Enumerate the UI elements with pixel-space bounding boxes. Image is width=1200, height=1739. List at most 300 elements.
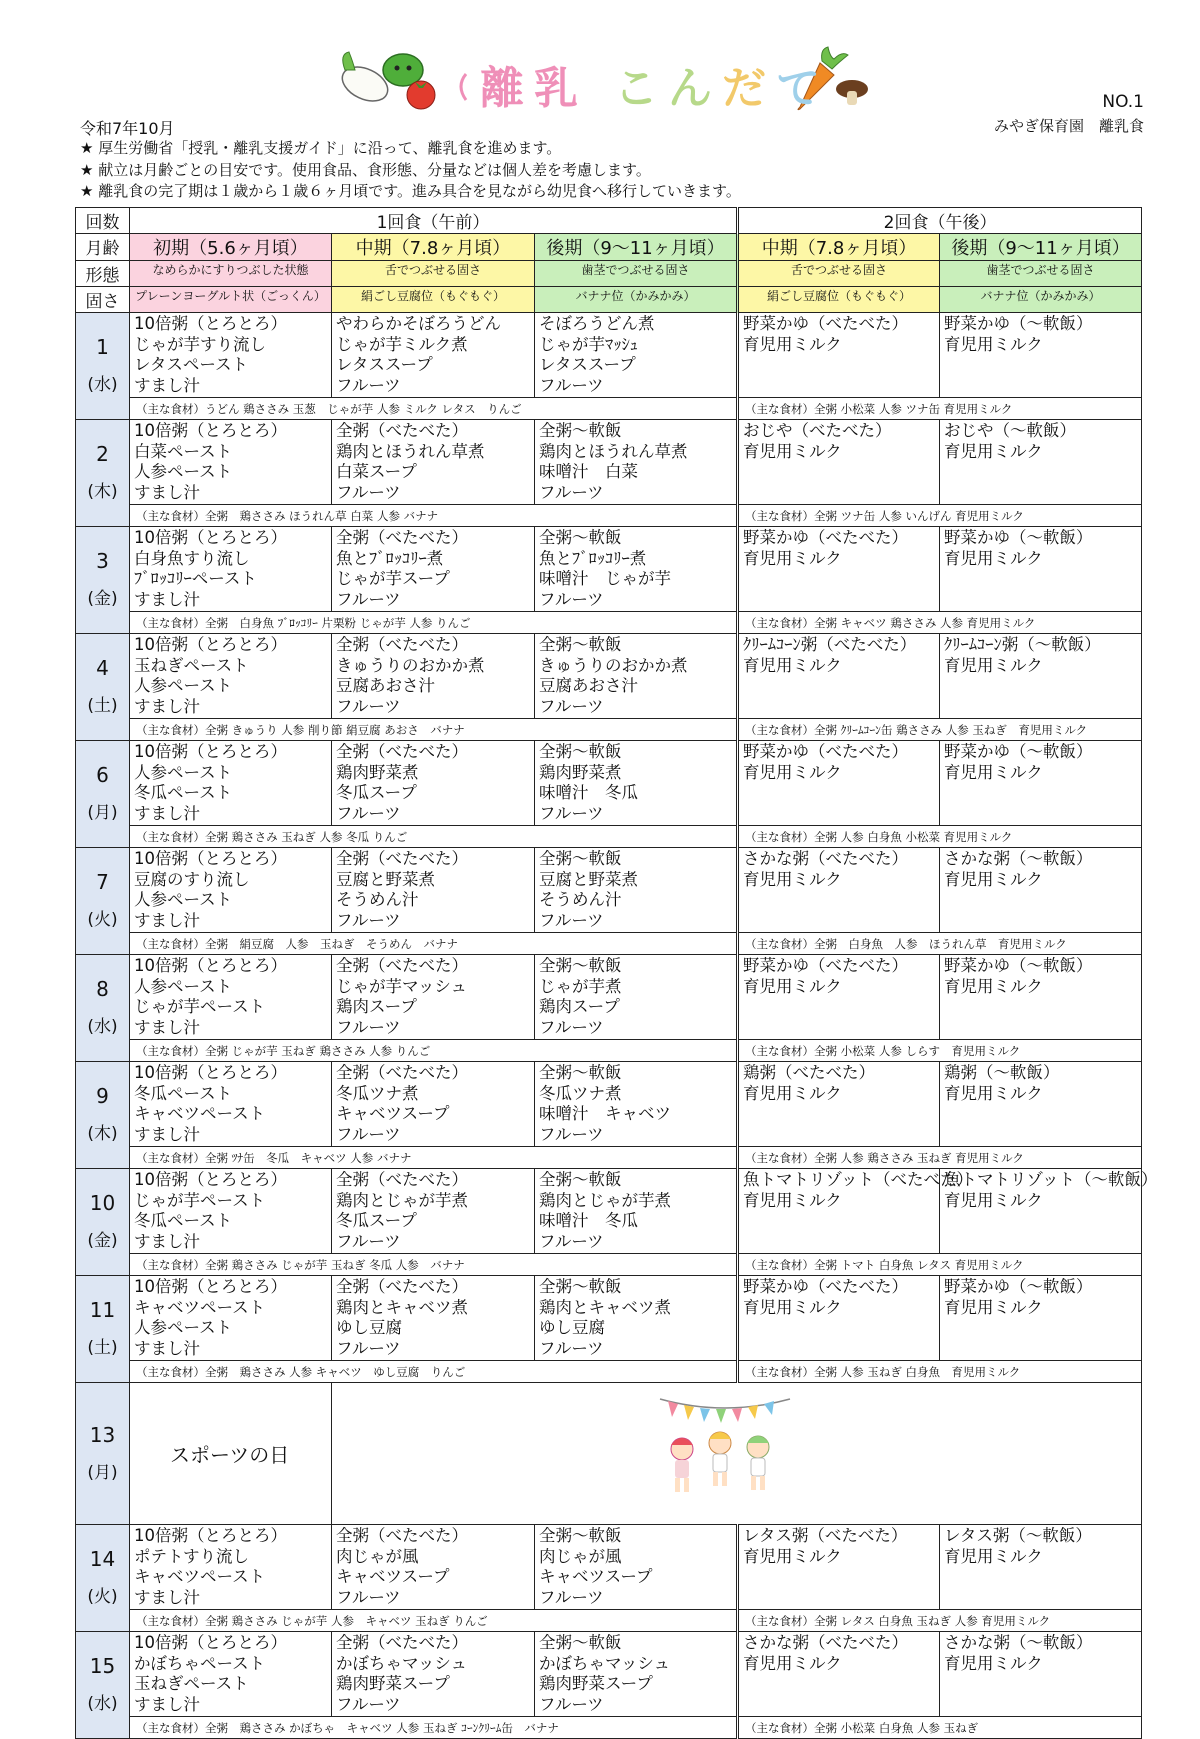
dish-item: 全粥（べたべた）: [336, 849, 468, 868]
dish-item: 玉ねぎペースト: [134, 655, 249, 675]
dish-item: フルーツ: [336, 482, 401, 502]
dish-item: レタススープ: [336, 355, 433, 374]
dish-item: 全粥（べたべた）: [336, 956, 468, 975]
day-number: 11: [89, 1298, 116, 1322]
day-row: [76, 741, 1142, 826]
header-row-meals: [76, 208, 1142, 234]
dish-item: すまし汁: [134, 1338, 200, 1358]
dish-item: フルーツ: [336, 1694, 401, 1714]
menu-cell-c4: [738, 1169, 974, 1254]
dish-item: かぼちゃマッシュ: [539, 1653, 671, 1673]
dish-item: 冬瓜ツナ煮: [336, 1083, 419, 1103]
page-header: [0, 0, 1200, 200]
dish-item: すまし汁: [134, 482, 200, 502]
menu-cell-c3: [535, 313, 738, 398]
ingredients-meal-2: （主な食材）全粥 キャベツ 鶏ささみ 人参 育児用ミルク: [738, 612, 1142, 634]
menu-cell-c5: [940, 1632, 1142, 1717]
day-number: 1: [96, 335, 109, 359]
day-of-week: (水): [87, 375, 118, 395]
day-of-week: (月): [87, 803, 118, 823]
label-form: 形態: [76, 261, 130, 287]
ingredients-row: [76, 1254, 1142, 1276]
menu-cell-c3: [535, 527, 738, 612]
dish-item: じゃが芋スープ: [336, 569, 450, 588]
dish-item: フルーツ: [336, 1124, 401, 1144]
menu-cell-c2: [332, 1276, 535, 1361]
dish-item: じゃが芋ペースト: [134, 997, 266, 1016]
dish-item: フルーツ: [336, 803, 401, 823]
day-number: 3: [96, 549, 109, 573]
dish-item: レタススープ: [539, 355, 636, 374]
dish-item: すまし汁: [134, 589, 200, 609]
dish-item: すまし汁: [134, 1124, 200, 1144]
ingredients-meal-2: （主な食材）全粥 白身魚 人参 ほうれん草 育児用ミルク: [738, 933, 1142, 955]
form-late-am: 歯茎でつぶせる固さ: [535, 261, 738, 287]
ingredients-meal-1: （主な食材）全粥 鶏ささみ 人参 キャベツ ゆし豆腐 りんご: [130, 1361, 738, 1383]
menu-cell-c4: [738, 420, 940, 505]
firmness-middle-pm: 絹ごし豆腐位（もぐもぐ）: [738, 287, 940, 313]
day-of-week: (火): [87, 1587, 118, 1607]
dish-item: すまし汁: [134, 1694, 200, 1714]
menu-cell-c4: [738, 634, 940, 719]
dish-item: 全粥（べたべた）: [336, 1170, 468, 1189]
dish-item: 育児用ミルク: [944, 869, 1043, 889]
day-row: [76, 634, 1142, 719]
label-count: 回数: [76, 208, 130, 234]
tomato: [407, 81, 435, 109]
dish-item: じゃが芋マッシュ: [336, 976, 468, 996]
dish-item: 育児用ミルク: [944, 548, 1043, 568]
day-number: 13: [89, 1422, 116, 1447]
dish-item: フルーツ: [539, 1231, 604, 1251]
dish-item: ゆし豆腐: [539, 1318, 605, 1337]
dish-item: すまし汁: [134, 803, 200, 823]
dish-item: 冬瓜ペースト: [134, 783, 233, 802]
dish-item: 鶏粥（べたべた）: [743, 1063, 876, 1082]
day-row: [76, 313, 1142, 398]
ingredients-meal-2: （主な食材）全粥 ツナ缶 人参 いんげん 育児用ミルク: [738, 505, 1142, 527]
day-cell: [76, 313, 130, 420]
dish-item: 10倍粥（とろとろ）: [134, 1277, 287, 1296]
menu-cell-c3: [535, 1062, 738, 1147]
ingredients-meal-1: （主な食材）全粥 きゅうり 人参 削り節 絹豆腐 あおさ バナナ: [130, 719, 738, 741]
dish-item: 全粥〜軟飯: [539, 635, 622, 654]
dish-item: 10倍粥（とろとろ）: [134, 635, 287, 654]
page-title: [480, 52, 830, 116]
menu-cell-c1: [130, 1632, 332, 1717]
dish-item: フルーツ: [336, 589, 401, 609]
dish-item: フルーツ: [336, 696, 401, 716]
day-of-week: (金): [87, 1231, 118, 1251]
ingredients-meal-1: （主な食材）全粥 絹豆腐 人参 玉ねぎ そうめん バナナ: [130, 933, 738, 955]
ingredients-meal-2: （主な食材）全粥 小松菜 人参 しらす 育児用ミルク: [738, 1040, 1142, 1062]
dish-item: キャベツペースト: [134, 1104, 266, 1123]
dish-item: 鶏肉野菜スープ: [539, 1674, 653, 1693]
dish-item: 全粥〜軟飯: [539, 1633, 622, 1652]
dish-item: 10倍粥（とろとろ）: [134, 314, 287, 333]
dish-item: 白菜スープ: [336, 462, 417, 481]
day-row: [76, 420, 1142, 505]
dish-item: 冬瓜ペースト: [134, 1083, 233, 1103]
holiday-row: [76, 1383, 1142, 1525]
menu-cell-c1: [130, 527, 332, 612]
day-of-week: (水): [87, 1017, 118, 1037]
dish-item: 全粥（べたべた）: [336, 1526, 468, 1545]
dish-item: 全粥（べたべた）: [336, 1277, 468, 1296]
dish-item: 野菜かゆ（〜軟飯）: [944, 742, 1093, 761]
menu-cell-c1: [130, 955, 332, 1040]
day-row: [76, 1632, 1142, 1717]
ingredients-row: [76, 505, 1142, 527]
dish-item: 全粥〜軟飯: [539, 421, 622, 440]
dish-item: 10倍粥（とろとろ）: [134, 956, 287, 975]
dish-item: 鶏肉とキャベツ煮: [539, 1297, 671, 1317]
ingredients-meal-1: （主な食材）全粥 鶏ささみ かぼちゃ キャベツ 人参 玉ねぎ ｺｰﾝｸﾘｰﾑ缶 バナナ: [130, 1717, 738, 1739]
menu-cell-c4: [738, 1062, 940, 1147]
dish-item: キャベツスープ: [336, 1104, 450, 1123]
dish-item: 育児用ミルク: [944, 441, 1043, 461]
day-cell: [76, 1276, 130, 1383]
dish-item: 鶏肉とほうれん草煮: [539, 441, 688, 461]
dish-item: 味噌汁 冬瓜: [539, 1211, 638, 1230]
day-of-week: (月): [87, 1462, 118, 1483]
dish-item: レタス粥（〜軟飯）: [944, 1526, 1092, 1545]
menu-cell-c2: [332, 420, 535, 505]
form-middle-pm: 舌でつぶせる固さ: [738, 261, 940, 287]
menu-cell-c3: [535, 1525, 738, 1610]
stage-late-am: 後期（9〜11ヶ月頃）: [535, 234, 738, 261]
dish-item: 豆腐あおさ汁: [539, 676, 638, 695]
dish-item: すまし汁: [134, 1017, 200, 1037]
menu-cell-c4: [738, 848, 940, 933]
nursery-name: みやぎ保育園 離乳食: [993, 117, 1144, 135]
ingredients-meal-2: （主な食材）全粥 人参 玉ねぎ 白身魚 育児用ミルク: [738, 1361, 1142, 1383]
dish-item: フルーツ: [539, 910, 604, 930]
dish-item: フルーツ: [336, 1587, 401, 1607]
dish-item: じゃが芋ミルク煮: [336, 334, 468, 354]
day-number: 9: [96, 1084, 109, 1108]
day-number: 2: [96, 442, 109, 466]
day-number: 10: [89, 1191, 116, 1215]
dish-item: 鶏肉スープ: [336, 997, 417, 1016]
ingredients-meal-1: （主な食材）全粥 鶏ささみ じゃが芋 人参 キャベツ 玉ねぎ りんご: [130, 1610, 738, 1632]
menu-cell-c3: [535, 634, 738, 719]
dish-item: そうめん汁: [336, 890, 419, 909]
dish-item: レタスペースト: [134, 355, 249, 374]
dish-item: ｸﾘｰﾑｺｰﾝ粥（べたべた）: [743, 635, 917, 654]
title-part-te: て: [776, 63, 830, 114]
day-cell: [76, 848, 130, 955]
menu-cell-c5: [940, 1169, 1158, 1254]
dish-item: 野菜かゆ（〜軟飯）: [944, 956, 1093, 975]
day-cell: [76, 955, 130, 1062]
ingredients-row: [76, 612, 1142, 634]
dish-item: 全粥（べたべた）: [336, 421, 468, 440]
day-of-week: (水): [87, 1694, 118, 1714]
day-cell: [76, 527, 130, 634]
dish-item: 育児用ミルク: [944, 1190, 1043, 1210]
note-line: ★ 厚生労働省「授乳・離乳支援ガイド」に沿って、離乳食を進めます。: [80, 139, 562, 157]
dish-item: 人参ペースト: [134, 762, 233, 782]
ingredients-row: [76, 719, 1142, 741]
day-row: [76, 1169, 1142, 1254]
title-part-da: だ: [722, 63, 776, 114]
dish-item: そぼろうどん煮: [539, 314, 655, 333]
ingredients-row: [76, 398, 1142, 420]
dish-item: かぼちゃマッシュ: [336, 1653, 468, 1673]
menu-cell-c5: [940, 1062, 1142, 1147]
dish-item: 全粥〜軟飯: [539, 1277, 622, 1296]
dish-item: 味噌汁 白菜: [539, 462, 638, 481]
menu-cell-c3: [535, 1169, 738, 1254]
ingredients-meal-2: （主な食材）全粥 トマト 白身魚 レタス 育児用ミルク: [738, 1254, 1142, 1276]
ingredients-meal-1: （主な食材）全粥 ﾂﾅ缶 冬瓜 キャベツ 人参 バナナ: [130, 1147, 738, 1169]
menu-cell-c3: [535, 1632, 738, 1717]
dish-item: フルーツ: [539, 803, 604, 823]
menu-cell-c5: [940, 741, 1142, 826]
menu-cell-c5: [940, 420, 1142, 505]
firmness-late-am: バナナ位（かみかみ）: [535, 287, 738, 313]
menu-month: 令和7年10月: [80, 119, 175, 138]
dish-item: 豆腐あおさ汁: [336, 676, 435, 695]
day-row: [76, 848, 1142, 933]
dish-item: フルーツ: [539, 696, 604, 716]
menu-cell-c4: [738, 1525, 940, 1610]
form-early: なめらかにすりつぶした状態: [130, 261, 332, 287]
menu-cell-c2: [332, 1062, 535, 1147]
header-row-firmness: [76, 287, 1142, 313]
dish-item: 全粥〜軟飯: [539, 1063, 622, 1082]
dish-item: 全粥〜軟飯: [539, 849, 622, 868]
header-row-form: [76, 261, 1142, 287]
dish-item: 鶏肉とキャベツ煮: [336, 1297, 468, 1317]
day-number: 8: [96, 977, 109, 1001]
menu-cell-c4: [738, 1276, 940, 1361]
dish-item: じゃが芋すり流し: [134, 334, 266, 354]
dish-item: 野菜かゆ（べたべた）: [743, 1277, 909, 1296]
dish-item: 白菜ペースト: [134, 441, 233, 461]
dish-item: 人参ペースト: [134, 1318, 233, 1337]
dish-item: フルーツ: [539, 482, 604, 502]
dish-item: フルーツ: [336, 1231, 401, 1251]
meal-1-header: 1回食（午前）: [130, 208, 738, 234]
dish-item: 育児用ミルク: [743, 1297, 842, 1317]
dish-item: ゆし豆腐: [336, 1318, 402, 1337]
firmness-middle-am: 絹ごし豆腐位（もぐもぐ）: [332, 287, 535, 313]
dish-item: 育児用ミルク: [944, 762, 1043, 782]
menu-cell-c5: [940, 1525, 1142, 1610]
menu-cell-c1: [130, 313, 332, 398]
dish-item: 育児用ミルク: [743, 976, 842, 996]
dish-item: フルーツ: [539, 1017, 604, 1037]
menu-cell-c4: [738, 741, 940, 826]
day-cell: [76, 634, 130, 741]
dish-item: 鶏肉とほうれん草煮: [336, 441, 485, 461]
day-number: 14: [89, 1547, 116, 1571]
dish-item: 育児用ミルク: [743, 441, 842, 461]
dish-item: そうめん汁: [539, 890, 622, 909]
label-age: 月齢: [76, 234, 130, 261]
dish-item: レタス粥（べたべた）: [743, 1526, 908, 1545]
day-cell: [76, 1062, 130, 1169]
menu-cell-c4: [738, 1632, 940, 1717]
dish-item: 豆腐のすり流し: [134, 869, 250, 889]
menu-cell-c2: [332, 1169, 535, 1254]
dish-item: 味噌汁 じゃが芋: [539, 569, 671, 588]
dish-item: 人参ペースト: [134, 890, 233, 909]
dish-item: さかな粥（べたべた）: [743, 849, 909, 868]
menu-cell-c1: [130, 1276, 332, 1361]
menu-cell-c1: [130, 1169, 332, 1254]
dish-item: 野菜かゆ（べたべた）: [743, 956, 909, 975]
menu-cell-c2: [332, 313, 535, 398]
dish-item: やわらかそぼろうどん: [336, 314, 501, 333]
dish-item: 全粥（べたべた）: [336, 635, 468, 654]
dish-item: 鶏肉スープ: [539, 997, 620, 1016]
day-row: [76, 527, 1142, 612]
menu-cell-c4: [738, 955, 940, 1040]
ingredients-meal-1: （主な食材）全粥 鶏ささみ 玉ねぎ 人参 冬瓜 りんご: [130, 826, 738, 848]
dish-item: 鶏肉とじゃが芋煮: [336, 1190, 468, 1210]
dish-item: 野菜かゆ（〜軟飯）: [944, 1277, 1093, 1296]
menu-cell-c2: [332, 848, 535, 933]
dish-item: 育児用ミルク: [944, 976, 1043, 996]
ingredients-row: [76, 1610, 1142, 1632]
dish-item: 全粥（べたべた）: [336, 1063, 468, 1082]
dish-item: 育児用ミルク: [944, 1297, 1043, 1317]
dish-item: 鶏粥（〜軟飯）: [944, 1063, 1060, 1082]
dish-item: 育児用ミルク: [743, 869, 842, 889]
ingredients-meal-2: （主な食材）全粥 小松菜 人参 ツナ缶 育児用ミルク: [738, 398, 1142, 420]
dish-item: 冬瓜ツナ煮: [539, 1083, 622, 1103]
menu-cell-c5: [940, 848, 1142, 933]
dish-item: 鶏肉とじゃが芋煮: [539, 1190, 671, 1210]
day-row: [76, 955, 1142, 1040]
menu-cell-c1: [130, 741, 332, 826]
dish-item: フルーツ: [539, 375, 604, 395]
dish-item: すまし汁: [134, 910, 200, 930]
day-cell: [76, 741, 130, 848]
ingredients-meal-1: （主な食材）全粥 鶏ささみ じゃが芋 玉ねぎ 冬瓜 人参 バナナ: [130, 1254, 738, 1276]
day-of-week: (金): [87, 589, 118, 609]
daikon-leaves: [343, 52, 355, 70]
dish-item: おじや（べたべた）: [743, 421, 892, 440]
ingredients-row: [76, 1717, 1142, 1739]
dish-item: 育児用ミルク: [743, 334, 842, 354]
day-row: [76, 1276, 1142, 1361]
dish-item: 育児用ミルク: [944, 334, 1043, 354]
dish-item: きゅうりのおかか煮: [539, 655, 688, 675]
menu-cell-c2: [332, 527, 535, 612]
dish-item: 10倍粥（とろとろ）: [134, 1633, 287, 1652]
menu-cell-c2: [332, 634, 535, 719]
dish-item: フルーツ: [336, 1017, 401, 1037]
dish-item: かぼちゃペースト: [134, 1653, 266, 1673]
dish-item: フルーツ: [539, 1587, 604, 1607]
dish-item: フルーツ: [539, 1694, 604, 1714]
dish-item: 育児用ミルク: [743, 1546, 842, 1566]
dish-item: 育児用ミルク: [743, 655, 842, 675]
dish-item: 野菜かゆ（べたべた）: [743, 314, 909, 333]
menu-cell-c3: [535, 955, 738, 1040]
dish-item: 鶏肉野菜煮: [336, 762, 419, 782]
day-cell: [76, 1632, 130, 1739]
dish-item: キャベツスープ: [539, 1567, 653, 1586]
dish-item: 10倍粥（とろとろ）: [134, 421, 287, 440]
menu-cell-c1: [130, 848, 332, 933]
stage-early: 初期（5.6ヶ月頃）: [130, 234, 332, 261]
dish-item: 10倍粥（とろとろ）: [134, 849, 287, 868]
dish-item: 全粥〜軟飯: [539, 1526, 622, 1545]
dish-item: 人参ペースト: [134, 462, 233, 481]
dish-item: 育児用ミルク: [944, 1546, 1043, 1566]
menu-cell-c3: [535, 1276, 738, 1361]
day-number: 4: [96, 656, 109, 680]
ingredients-row: [76, 1361, 1142, 1383]
dish-item: 育児用ミルク: [743, 1083, 842, 1103]
dish-item: 魚とﾌﾞﾛｯｺﾘｰ煮: [336, 548, 444, 568]
day-of-week: (土): [87, 696, 118, 716]
stage-middle-am: 中期（7.8ヶ月頃）: [332, 234, 535, 261]
dish-item: 冬瓜ペースト: [134, 1211, 233, 1230]
dish-item: 肉じゃが風: [539, 1546, 622, 1566]
menu-cell-c2: [332, 1525, 535, 1610]
dish-item: ｸﾘｰﾑｺｰﾝ粥（〜軟飯）: [944, 635, 1101, 654]
dish-item: 育児用ミルク: [743, 548, 842, 568]
ingredients-meal-1: （主な食材）全粥 鶏ささみ ほうれん草 白菜 人参 バナナ: [130, 505, 738, 527]
day-cell: [76, 1383, 130, 1525]
menu-cell-c1: [130, 1062, 332, 1147]
ingredients-meal-1: （主な食材）全粥 白身魚 ﾌﾞﾛｯｺﾘｰ 片栗粉 じゃが芋 人参 りんご: [130, 612, 738, 634]
dish-item: 野菜かゆ（べたべた）: [743, 742, 909, 761]
menu-cell-c1: [130, 420, 332, 505]
dish-item: 育児用ミルク: [944, 655, 1043, 675]
header-row-stages: [76, 234, 1142, 261]
menu-cell-c2: [332, 741, 535, 826]
notes: [80, 138, 741, 203]
dish-item: 鶏肉野菜煮: [539, 762, 622, 782]
note-line: ★ 離乳食の完了期は１歳から１歳６ヶ月頃です。進み具合を見ながら幼児食へ移行していきます。: [80, 182, 741, 200]
ingredients-meal-1: （主な食材）全粥 じゃが芋 玉ねぎ 鶏ささみ 人参 りんご: [130, 1040, 738, 1062]
dish-item: 豆腐と野菜煮: [539, 869, 638, 889]
title-part-rinyu: 離乳: [480, 63, 588, 114]
title-part-kon: こん: [614, 63, 722, 114]
dish-item: 全粥〜軟飯: [539, 1170, 622, 1189]
day-row: [76, 1062, 1142, 1147]
day-number: 6: [96, 763, 109, 787]
dish-item: すまし汁: [134, 696, 200, 716]
ingredients-meal-2: （主な食材）全粥 人参 鶏ささみ 玉ねぎ 育児用ミルク: [738, 1147, 1142, 1169]
dish-item: 全粥〜軟飯: [539, 528, 622, 547]
day-of-week: (木): [87, 1124, 118, 1144]
dish-item: 全粥（べたべた）: [336, 1633, 468, 1652]
dish-item: おじや（〜軟飯）: [944, 421, 1077, 440]
dish-item: 人参ペースト: [134, 976, 233, 996]
dish-item: 豆腐と野菜煮: [336, 869, 435, 889]
dish-item: フルーツ: [539, 589, 604, 609]
firmness-early: プレーンヨーグルト状（ごっくん）: [130, 287, 332, 313]
ingredients-meal-2: （主な食材）全粥 小松菜 白身魚 人参 玉ねぎ: [738, 1717, 1142, 1739]
dish-item: フルーツ: [336, 375, 401, 395]
dish-item: キャベツペースト: [134, 1297, 266, 1317]
dish-item: ﾌﾞﾛｯｺﾘｰペースト: [134, 569, 257, 588]
dish-item: フルーツ: [539, 1338, 604, 1358]
ingredients-row: [76, 1147, 1142, 1169]
dish-item: 10倍粥（とろとろ）: [134, 528, 287, 547]
menu-cell-c1: [130, 1525, 332, 1610]
menu-cell-c5: [940, 313, 1142, 398]
dish-item: 冬瓜スープ: [336, 1211, 417, 1230]
